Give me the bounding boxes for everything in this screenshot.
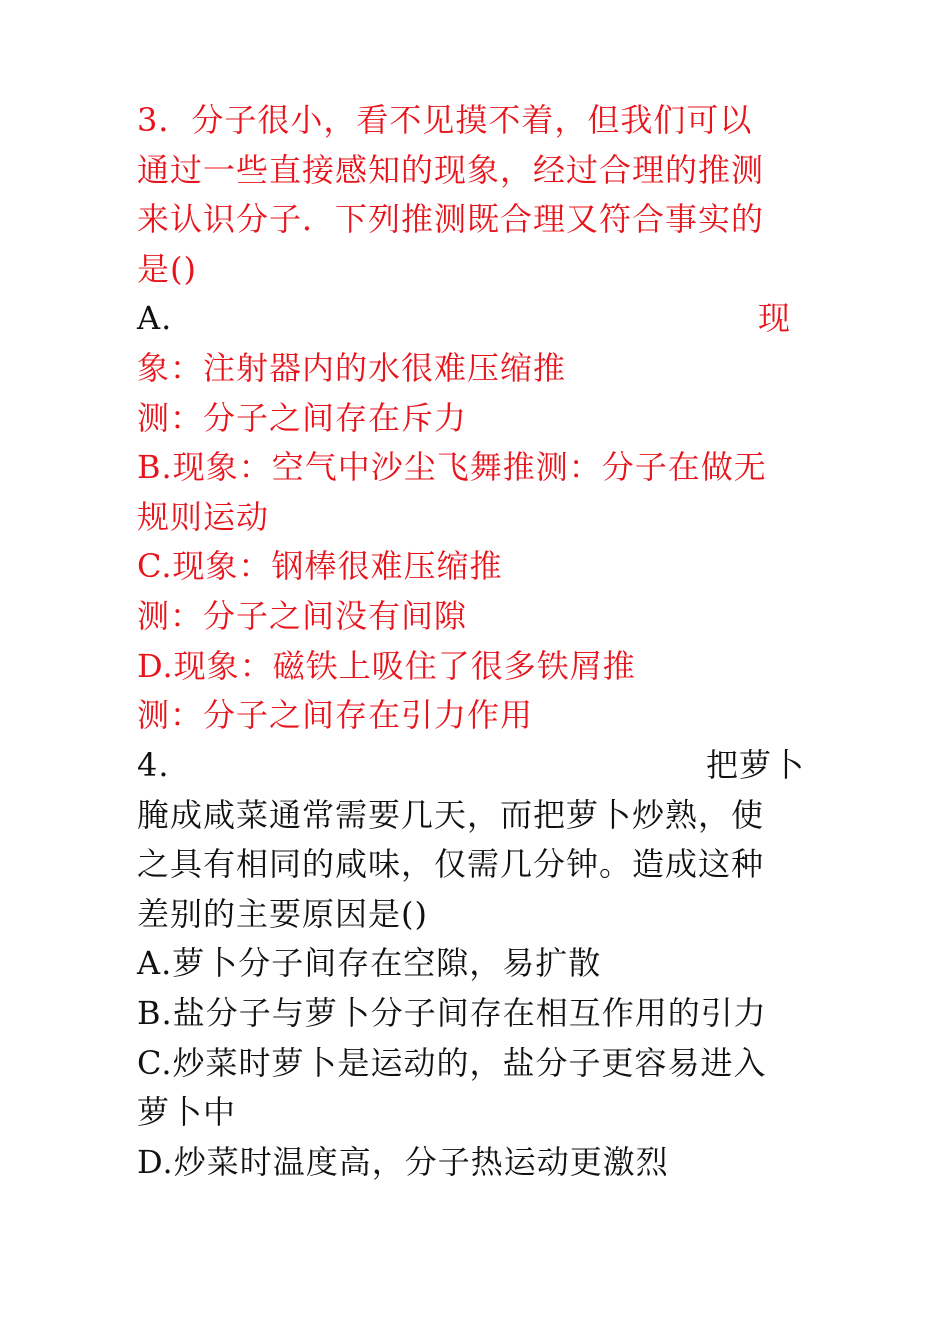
q4-option-c-line: C.炒菜时萝卜是运动的，盐分子更容易进入 (137, 1043, 767, 1082)
q3-option-d-line: D.现象：磁铁上吸住了很多铁屑推 (137, 646, 636, 685)
q3-option-b-line: B.现象：空气中沙尘飞舞推测：分子在做无 (137, 448, 767, 487)
q4-first-line-tail: 把萝卜 (705, 746, 805, 784)
q4-stem-line: 腌成咸菜通常需要几天，而把萝卜炒熟，使 (137, 795, 765, 834)
q3-stem-line: 是() (137, 249, 197, 288)
q4-option-b: B.盐分子与萝卜分子间存在相互作用的引力 (137, 993, 767, 1032)
q3-option-a-label: A. (137, 299, 173, 338)
q3-option-a-line: 测：分子之间存在斥力 (137, 398, 468, 437)
q4-stem-line: 差别的主要原因是() (137, 894, 428, 933)
question-3 (137, 96, 805, 741)
q3-option-c-line: 测：分子之间没有间隙 (137, 596, 468, 635)
q3-option-c-line: C.现象：钢棒很难压缩推 (137, 547, 503, 586)
q3-stem-line: 来认识分子．下列推测既合理又符合事实的 (137, 200, 765, 239)
question-4 (137, 741, 805, 1187)
q4-option-a: A.萝卜分子间存在空隙，易扩散 (137, 944, 602, 983)
q3-option-d-line: 测：分子之间存在引力作用 (137, 696, 534, 735)
q3-option-a-line: 象：注射器内的水很难压缩推 (137, 348, 567, 387)
q4-number: 4. (137, 746, 170, 784)
q4-stem-line: 之具有相同的咸味，仅需几分钟。造成这种 (137, 845, 765, 884)
q3-option-b-line: 规则运动 (137, 497, 270, 536)
q3-option-a-tail: 现 (757, 299, 791, 338)
q3-stem-line: 3．分子很小，看不见摸不着，但我们可以 (137, 101, 753, 139)
q4-option-c-line: 萝卜中 (137, 1093, 237, 1132)
q3-option-a-first-line (137, 294, 805, 344)
q3-stem-line: 通过一些直接感知的现象，经过合理的推测 (137, 150, 765, 189)
q4-first-line (137, 741, 805, 791)
q4-option-d: D.炒菜时温度高，分子热运动更激烈 (137, 1142, 669, 1181)
